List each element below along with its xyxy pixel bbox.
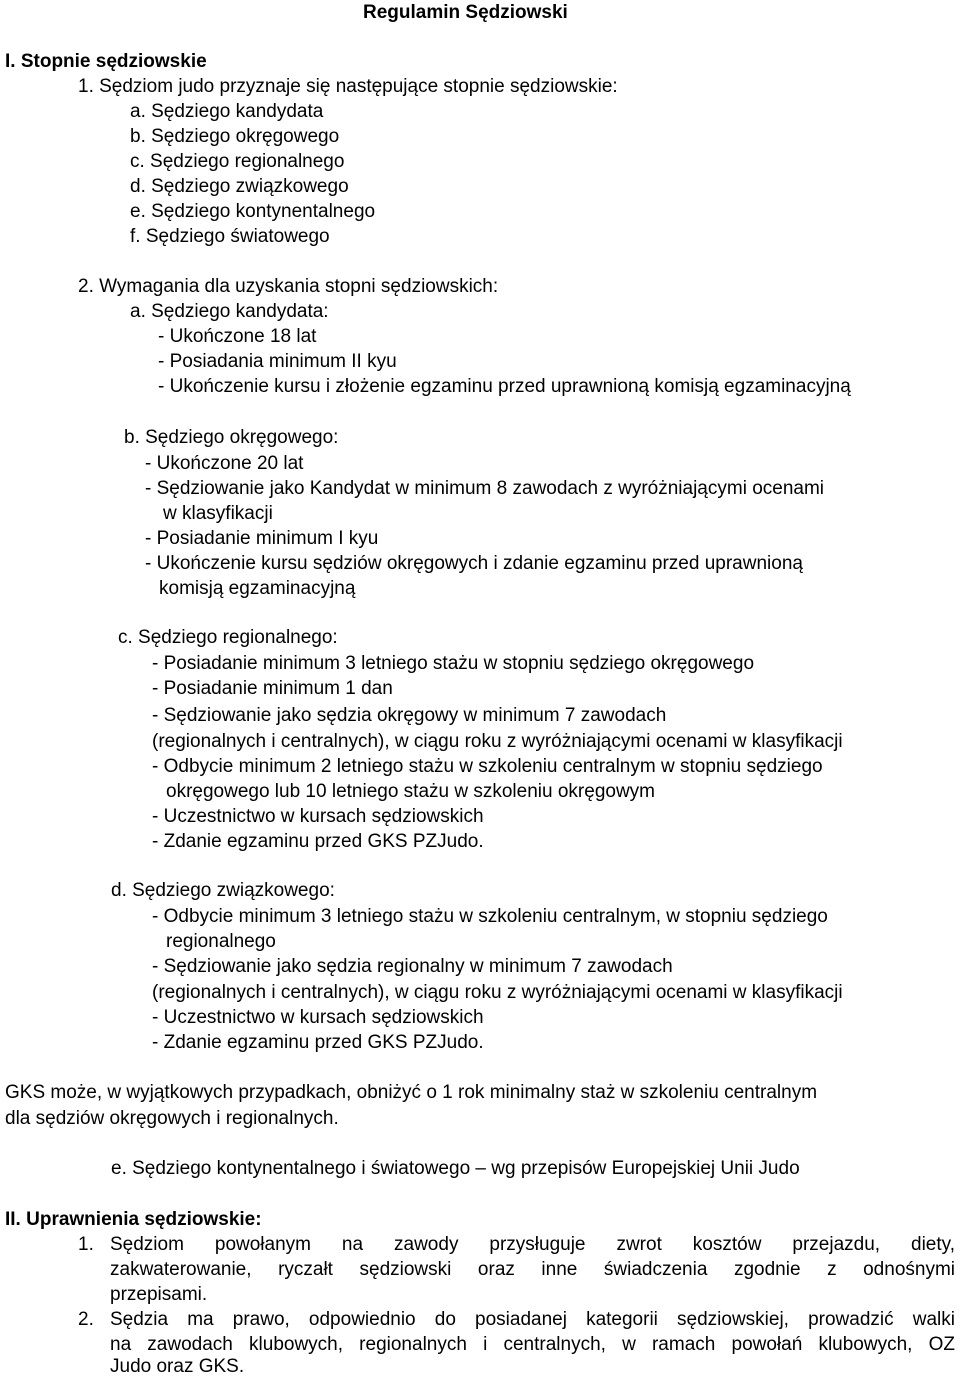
list-item: c. Sędziego regionalnego: [130, 151, 345, 172]
section-2-item-line: na zawodach klubowych, regionalnych i centralnych, w ramach powołań klubowych, OZ: [110, 1334, 955, 1355]
page-title: Regulamin Sędziowski: [363, 2, 568, 23]
list-item: d. Sędziego związkowego: [130, 176, 349, 197]
requirement-line: - Ukończone 18 lat: [158, 326, 317, 347]
requirement-line: - Posiadanie minimum I kyu: [145, 528, 379, 549]
list-item: e. Sędziego kontynentalnego: [130, 201, 376, 222]
requirement-line: - Uczestnictwo w kursach sędziowskich: [152, 806, 484, 827]
list-item: b. Sędziego okręgowego: [130, 126, 340, 147]
list-item: a. Sędziego kandydata: [130, 101, 324, 122]
section-2-item-line: zakwaterowanie, ryczałt sędziowski oraz inne świadczenia zgodnie z odnośnymi: [110, 1259, 955, 1280]
requirement-line: - Sędziowanie jako Kandydat w minimum 8 zawodach z wyróżniającymi ocenami: [145, 478, 825, 499]
note-line: GKS może, w wyjątkowych przypadkach, obniżyć o 1 rok minimalny staż w szkoleniu centralnym: [5, 1082, 818, 1103]
requirement-line: - Odbycie minimum 3 letniego stażu w szkoleniu centralnym, w stopniu sędziego: [152, 906, 828, 927]
requirement-line: - Ukończenie kursu sędziów okręgowych i zdanie egzaminu przed uprawnioną: [145, 553, 803, 574]
section-1-heading: I. Stopnie sędziowskie: [5, 51, 207, 72]
section-2-item-number: 1.: [78, 1234, 94, 1255]
requirement-line: - Zdanie egzaminu przed GKS PZJudo.: [152, 831, 484, 852]
requirement-line: - Sędziowanie jako sędzia okręgowy w minimum 7 zawodach: [152, 705, 667, 726]
requirement-line: - Uczestnictwo w kursach sędziowskich: [152, 1007, 484, 1028]
subsection-a-heading: a. Sędziego kandydata:: [130, 301, 329, 322]
requirement-line: - Posiadania minimum II kyu: [158, 351, 397, 372]
subsection-d-heading: d. Sędziego związkowego:: [111, 880, 335, 901]
item-2-text: 2. Wymagania dla uzyskania stopni sędziowskich:: [78, 276, 499, 297]
requirement-line: - Odbycie minimum 2 letniego stażu w szkoleniu centralnym w stopniu sędziego: [152, 756, 823, 777]
section-2-item-line: przepisami.: [110, 1284, 208, 1305]
list-item: f. Sędziego światowego: [130, 226, 330, 247]
section-2-item-line: Sędzia ma prawo, odpowiednio do posiadanej kategorii sędziowskiej, prowadzić walki: [110, 1309, 955, 1330]
section-2-item-number: 2.: [78, 1309, 94, 1330]
section-2-item-line: Sędziom powołanym na zawody przysługuje zwrot kosztów przejazdu, diety,: [110, 1234, 955, 1255]
requirement-line: - Sędziowanie jako sędzia regionalny w minimum 7 zawodach: [152, 956, 673, 977]
requirement-line: - Posiadanie minimum 3 letniego stażu w stopniu sędziego okręgowego: [152, 653, 755, 674]
subsection-c-heading: c. Sędziego regionalnego:: [118, 627, 338, 648]
requirement-line: - Posiadanie minimum 1 dan: [152, 678, 393, 699]
requirement-line: w klasyfikacji: [163, 503, 273, 524]
requirement-line: - Ukończone 20 lat: [145, 453, 304, 474]
requirement-line: (regionalnych i centralnych), w ciągu roku z wyróżniającymi ocenami w klasyfikacji: [152, 982, 843, 1003]
requirement-line: (regionalnych i centralnych), w ciągu roku z wyróżniającymi ocenami w klasyfikacji: [152, 731, 843, 752]
subsection-b-heading: b. Sędziego okręgowego:: [124, 427, 339, 448]
section-2-item-line: Judo oraz GKS.: [110, 1356, 245, 1377]
item-1-text: 1. Sędziom judo przyznaje się następujące stopnie sędziowskie:: [78, 76, 618, 97]
requirement-line: komisją egzaminacyjną: [159, 578, 356, 599]
requirement-line: okręgowego lub 10 letniego stażu w szkoleniu okręgowym: [166, 781, 655, 802]
subsection-e-text: e. Sędziego kontynentalnego i światowego – wg przepisów Europejskiej Unii Judo: [111, 1158, 800, 1179]
note-line: dla sędziów okręgowych i regionalnych.: [5, 1108, 339, 1129]
section-2-heading: II. Uprawnienia sędziowskie:: [5, 1209, 262, 1230]
requirement-line: - Zdanie egzaminu przed GKS PZJudo.: [152, 1032, 484, 1053]
requirement-line: - Ukończenie kursu i złożenie egzaminu przed uprawnioną komisją egzaminacyjną: [158, 376, 851, 397]
requirement-line: regionalnego: [166, 931, 276, 952]
